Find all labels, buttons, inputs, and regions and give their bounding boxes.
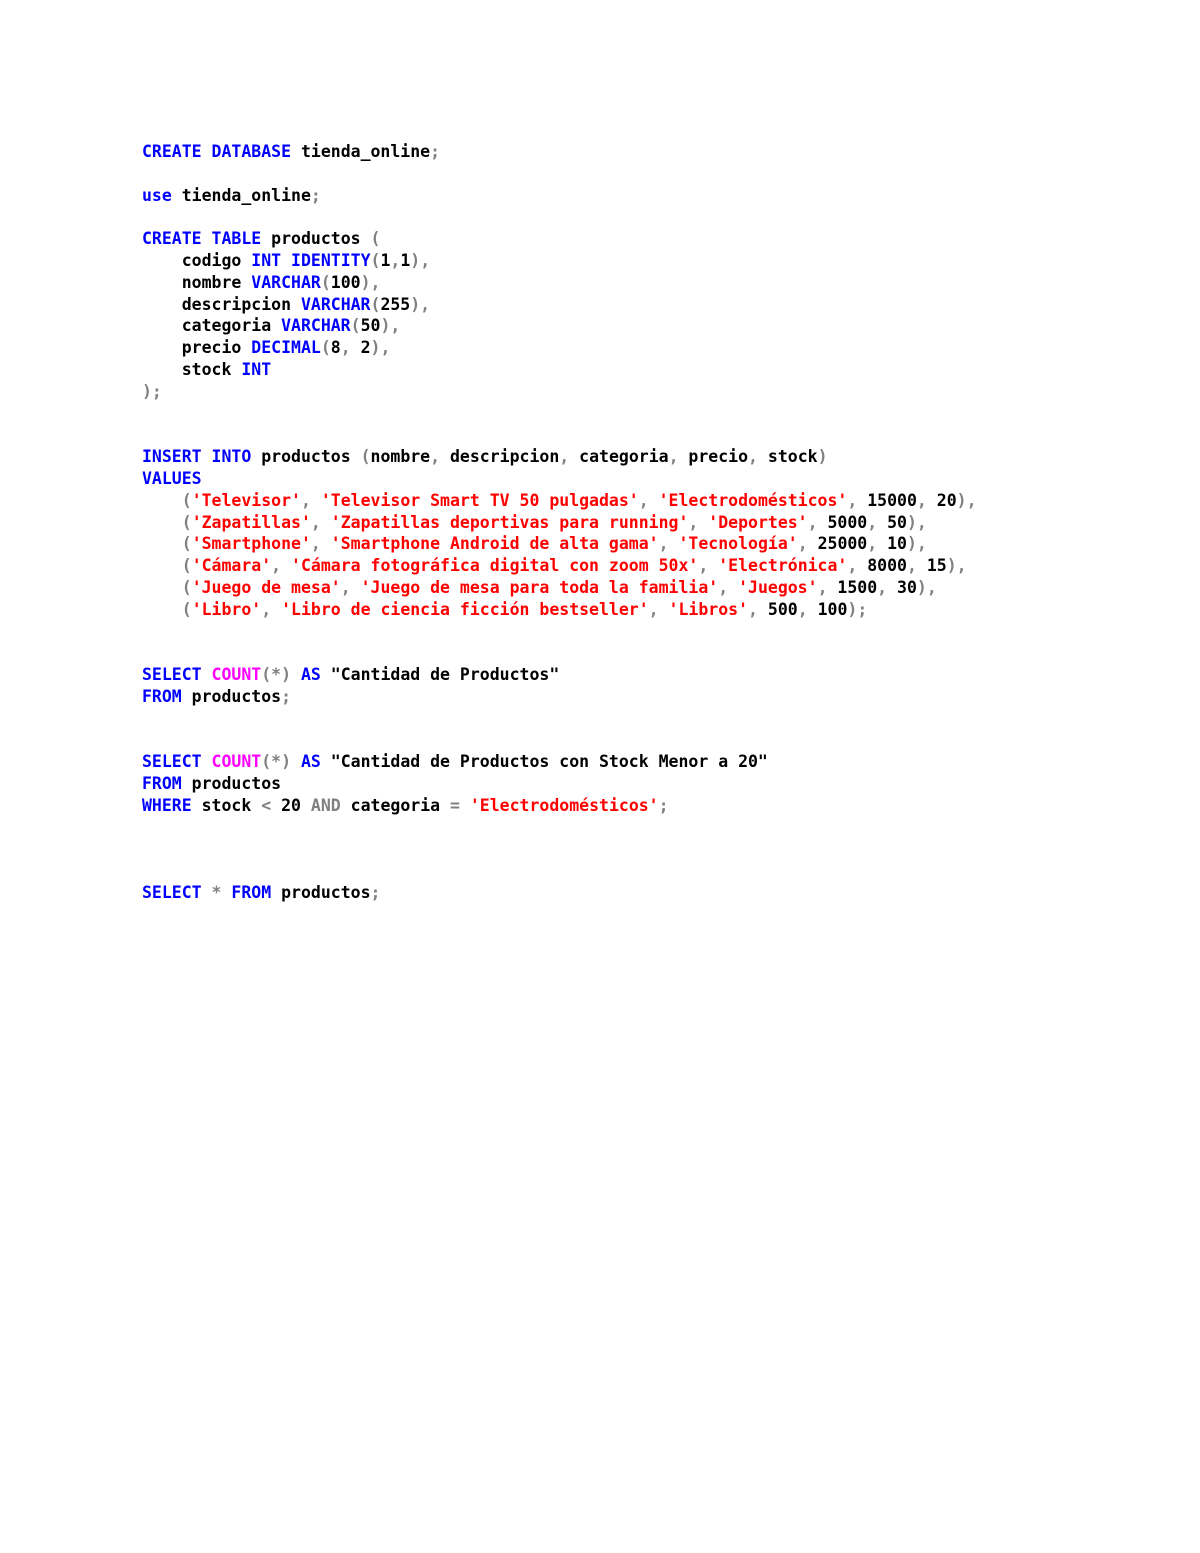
code-line	[142, 403, 1142, 425]
sql-punctuation: ),	[410, 250, 431, 270]
code-line	[142, 751, 1142, 773]
sql-text	[281, 251, 291, 270]
code-line	[142, 250, 1142, 272]
code-line	[142, 446, 1142, 468]
sql-string-literal: 'Televisor Smart TV 50 pulgadas'	[320, 490, 639, 510]
code-line	[142, 337, 1142, 359]
sql-text: 500	[757, 599, 798, 619]
sql-text	[291, 665, 301, 684]
code-line	[142, 490, 1142, 512]
sql-punctuation: ,	[867, 534, 878, 554]
sql-function: COUNT	[211, 752, 262, 772]
sql-keyword: TABLE	[211, 229, 262, 249]
sql-text: 255	[380, 294, 411, 314]
sql-punctuation: ),	[380, 316, 401, 336]
sql-punctuation: ,	[797, 534, 808, 554]
sql-text	[202, 229, 212, 248]
sql-punctuation: ),	[360, 272, 381, 292]
sql-text: categoria	[142, 316, 282, 336]
sql-punctuation: ,	[906, 556, 917, 576]
sql-text	[698, 513, 708, 532]
code-line	[142, 424, 1142, 446]
sql-string-literal: 'Smartphone Android de alta gama'	[330, 534, 659, 554]
sql-keyword: FROM	[231, 883, 272, 903]
sql-text: productos	[251, 447, 361, 467]
sql-punctuation: (	[181, 534, 192, 554]
sql-text: 15	[916, 556, 947, 576]
sql-text	[142, 534, 182, 553]
sql-punctuation: (	[320, 338, 331, 358]
sql-punctuation: ;	[658, 795, 669, 815]
sql-code-document	[142, 141, 1142, 904]
code-line	[142, 141, 1142, 163]
code-line	[142, 860, 1142, 882]
sql-punctuation: ,	[271, 556, 282, 576]
sql-string-literal: 'Deportes'	[708, 512, 808, 532]
code-line	[142, 599, 1142, 621]
sql-keyword: AS	[300, 752, 321, 772]
code-line	[142, 664, 1142, 686]
sql-punctuation: (	[181, 577, 192, 597]
sql-punctuation: ,	[748, 447, 758, 467]
sql-string-literal: 'Juegos'	[738, 577, 818, 597]
sql-string-literal: 'Zapatillas'	[191, 512, 311, 532]
sql-function: COUNT	[211, 665, 262, 685]
sql-punctuation: ;	[310, 185, 321, 205]
sql-punctuation: (	[370, 250, 381, 270]
sql-text: codigo	[142, 250, 252, 270]
sql-text	[202, 142, 212, 161]
sql-text: stock	[191, 795, 262, 815]
sql-text	[649, 491, 659, 510]
sql-text: categoria	[340, 795, 450, 815]
code-line	[142, 795, 1142, 817]
sql-punctuation: ,	[797, 599, 808, 619]
sql-punctuation: (	[320, 272, 331, 292]
code-line	[142, 708, 1142, 730]
sql-punctuation: ,	[718, 577, 729, 597]
sql-text: "Cantidad de Productos"	[320, 665, 560, 685]
sql-text	[142, 513, 182, 532]
sql-punctuation: ,	[638, 490, 649, 510]
sql-string-literal: 'Libro'	[191, 599, 262, 619]
sql-text: nombre	[370, 447, 431, 467]
code-line	[142, 359, 1142, 381]
sql-text	[351, 578, 361, 597]
code-line	[142, 730, 1142, 752]
sql-punctuation: ,	[698, 556, 709, 576]
sql-text: precio	[678, 447, 749, 467]
sql-punctuation: ;	[430, 142, 441, 161]
sql-keyword: AS	[300, 665, 321, 685]
sql-punctuation: ,	[340, 577, 351, 597]
sql-text: 100	[807, 599, 848, 619]
sql-punctuation: ,	[300, 490, 311, 510]
sql-operator: AND	[310, 795, 341, 815]
sql-text: 15000	[857, 490, 917, 510]
sql-keyword: INT	[251, 250, 282, 270]
sql-text	[321, 513, 331, 532]
sql-text: 25000	[807, 534, 868, 554]
sql-operator: =	[450, 795, 460, 815]
sql-keyword: DECIMAL	[251, 338, 321, 358]
code-line	[142, 228, 1142, 250]
sql-text: 1500	[827, 577, 878, 597]
sql-text	[271, 600, 281, 619]
sql-punctuation: (	[370, 294, 381, 314]
code-line	[142, 185, 1142, 207]
code-line	[142, 686, 1142, 708]
sql-text	[321, 534, 331, 553]
sql-punctuation: ),	[916, 577, 937, 597]
sql-keyword: CREATE	[142, 229, 202, 249]
code-line	[142, 315, 1142, 337]
sql-text: productos	[181, 774, 282, 794]
sql-text	[142, 556, 182, 575]
sql-string-literal: 'Cámara fotográfica digital con zoom 50x'	[291, 556, 699, 576]
code-line	[142, 773, 1142, 795]
sql-text: stock	[142, 359, 242, 379]
sql-punctuation: ,	[310, 534, 321, 554]
sql-text	[202, 447, 212, 466]
sql-operator: *	[211, 883, 222, 903]
sql-string-literal: 'Juego de mesa'	[191, 577, 341, 597]
sql-text: "Cantidad de Productos con Stock Menor a 20"	[320, 752, 768, 772]
sql-text	[142, 578, 182, 597]
sql-keyword: SELECT	[142, 665, 202, 685]
sql-keyword: VARCHAR	[251, 272, 321, 292]
sql-punctuation: ,	[340, 338, 351, 358]
sql-string-literal: 'Zapatillas deportivas para running'	[330, 512, 689, 532]
sql-text	[291, 752, 301, 771]
sql-string-literal: 'Libros'	[668, 599, 749, 619]
sql-punctuation: );	[142, 381, 162, 401]
sql-punctuation: ,	[916, 490, 927, 510]
sql-text: nombre	[142, 272, 252, 292]
sql-text	[142, 491, 182, 510]
sql-punctuation: ),	[370, 338, 391, 358]
code-line	[142, 512, 1142, 534]
sql-keyword: FROM	[142, 774, 182, 794]
sql-punctuation: (	[181, 512, 192, 532]
sql-punctuation: ,	[847, 490, 858, 510]
sql-keyword: INT	[241, 359, 272, 379]
sql-text	[281, 556, 291, 575]
sql-text	[708, 556, 718, 575]
sql-string-literal: 'Electrónica'	[718, 556, 848, 576]
sql-punctuation: (*)	[261, 665, 292, 685]
sql-text: 30	[887, 577, 917, 597]
sql-text: descripcion	[440, 447, 560, 467]
sql-text	[669, 534, 679, 553]
sql-text	[659, 600, 669, 619]
sql-text: 20	[926, 490, 957, 510]
sql-punctuation: ,	[748, 599, 758, 619]
sql-text: productos	[181, 686, 282, 706]
sql-punctuation: ,	[817, 577, 828, 597]
sql-string-literal: 'Tecnología'	[678, 534, 798, 554]
sql-text: 100	[330, 272, 361, 292]
sql-punctuation: (	[360, 447, 371, 467]
sql-punctuation: ,	[559, 447, 570, 467]
sql-punctuation: ,	[261, 599, 272, 619]
sql-punctuation: ,	[390, 250, 401, 270]
sql-punctuation: ,	[688, 512, 699, 532]
sql-text: productos	[271, 883, 371, 903]
code-line	[142, 272, 1142, 294]
sql-text: 1	[380, 250, 391, 270]
code-line	[142, 621, 1142, 643]
sql-text	[142, 600, 182, 619]
sql-text: tienda_online	[171, 185, 311, 205]
sql-operator: <	[261, 795, 272, 815]
sql-punctuation: ,	[807, 512, 818, 532]
code-line	[142, 294, 1142, 316]
sql-text: 8000	[857, 556, 907, 576]
sql-string-literal: 'Juego de mesa para toda la familia'	[360, 577, 719, 597]
sql-punctuation: ,	[847, 556, 858, 576]
sql-punctuation: ),	[907, 534, 927, 554]
sql-text	[202, 883, 212, 902]
sql-punctuation: ,	[310, 512, 321, 532]
sql-string-literal: 'Televisor'	[191, 490, 301, 510]
sql-punctuation: ,	[648, 599, 659, 619]
sql-text	[221, 883, 231, 902]
sql-keyword: DATABASE	[211, 142, 292, 161]
sql-text: descripcion	[142, 294, 301, 314]
code-line	[142, 533, 1142, 555]
sql-text: stock	[757, 447, 818, 467]
sql-punctuation: (	[181, 599, 192, 619]
code-line	[142, 468, 1142, 490]
sql-keyword: IDENTITY	[291, 250, 371, 270]
sql-text: tienda_online	[291, 142, 431, 161]
sql-keyword: CREATE	[142, 142, 202, 161]
sql-keyword: FROM	[142, 686, 182, 706]
sql-string-literal: 'Cámara'	[191, 556, 272, 576]
sql-string-literal: 'Libro de ciencia ficción bestseller'	[281, 599, 649, 619]
sql-punctuation: (	[181, 490, 192, 510]
sql-text	[460, 796, 470, 815]
sql-punctuation: ,	[877, 577, 888, 597]
sql-keyword: VARCHAR	[300, 294, 371, 314]
sql-punctuation: );	[847, 599, 868, 619]
sql-punctuation: ),	[946, 556, 967, 576]
sql-text: 2	[350, 338, 371, 358]
sql-keyword: SELECT	[142, 883, 202, 903]
sql-keyword: VARCHAR	[281, 316, 351, 336]
sql-punctuation: ;	[281, 686, 292, 706]
code-line	[142, 163, 1142, 185]
code-line	[142, 817, 1142, 839]
code-line	[142, 642, 1142, 664]
code-line	[142, 577, 1142, 599]
code-line	[142, 381, 1142, 403]
sql-keyword: WHERE	[142, 795, 192, 815]
sql-punctuation: )	[817, 447, 828, 467]
sql-keyword: use	[142, 185, 172, 205]
code-line	[142, 555, 1142, 577]
sql-keyword: SELECT	[142, 752, 202, 772]
sql-text: 50	[360, 316, 381, 336]
sql-punctuation: (	[181, 556, 192, 576]
sql-text: categoria	[569, 447, 669, 467]
sql-text: productos	[261, 229, 371, 249]
sql-text: 1	[400, 250, 411, 270]
sql-keyword: VALUES	[142, 468, 202, 488]
sql-text: precio	[142, 338, 252, 358]
code-line	[142, 839, 1142, 861]
sql-keyword: INTO	[211, 447, 252, 467]
sql-string-literal: 'Electrodomésticos'	[469, 795, 659, 815]
sql-punctuation: (	[350, 316, 361, 336]
sql-text	[311, 491, 321, 510]
sql-punctuation: ),	[410, 294, 431, 314]
sql-text: 50	[877, 512, 907, 532]
sql-punctuation: ),	[906, 512, 927, 532]
sql-text: 8	[330, 338, 341, 358]
sql-punctuation: ,	[658, 534, 669, 554]
sql-text: 20	[271, 795, 311, 815]
sql-punctuation: (*)	[261, 752, 292, 772]
sql-punctuation: ,	[430, 447, 441, 467]
sql-string-literal: 'Smartphone'	[191, 534, 311, 554]
sql-keyword: INSERT	[142, 447, 202, 467]
sql-punctuation: ),	[956, 490, 977, 510]
code-line	[142, 206, 1142, 228]
sql-text: 5000	[817, 512, 868, 532]
sql-text: 10	[877, 534, 907, 554]
sql-text	[728, 578, 738, 597]
sql-string-literal: 'Electrodomésticos'	[658, 490, 848, 510]
sql-punctuation: ,	[668, 447, 679, 467]
sql-punctuation: ,	[867, 512, 878, 532]
sql-punctuation: (	[370, 229, 381, 249]
sql-text	[202, 665, 212, 684]
code-line	[142, 882, 1142, 904]
sql-punctuation: ;	[370, 883, 381, 903]
sql-text	[202, 752, 212, 771]
